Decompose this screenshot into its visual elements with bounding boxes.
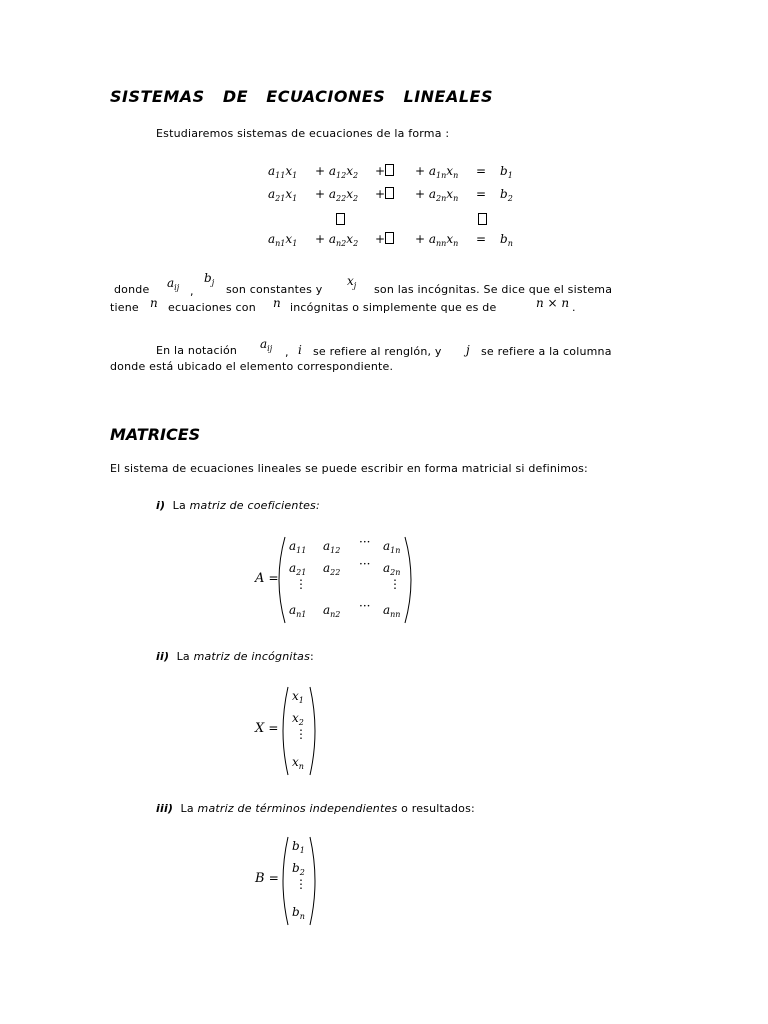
- para1-period: .: [572, 301, 576, 314]
- item-iii-tail: o resultados:: [401, 802, 475, 815]
- math-n-1: n: [150, 296, 158, 310]
- matrix-a: A = $a_{11}$ $a_{12}$ ··· $a_{1n}$ $a_{21}$ $a_{22}$ ··· $a_{2n}$ ⋮ ⋮ $a_{n1}$ $a_{n2}$ ··· $a_{nn}$: [255, 535, 425, 625]
- para1-text-ecuaciones: ecuaciones con: [168, 301, 256, 314]
- intro-text: Estudiaremos sistemas de ecuaciones de la forma :: [156, 127, 450, 140]
- equation-system: $a_{11}x_1$ + $a_{12}x_2$ + + $a_{1n}x_n$ = $b_1$ $a_{21}x_1$ + $a_{22}x_2$ + + $a_{2n}x_n$ = $b_2$ $a_{n1}x_1$ + $a_{n2}x_2$ + + $a_{nn}x_n$ = $b_n$: [268, 164, 513, 248]
- para1-text-tiene: tiene: [110, 301, 139, 314]
- item-iii-italic: matriz de términos independientes: [197, 802, 398, 815]
- para2-text-columna: se refiere a la columna: [481, 345, 612, 358]
- math-aij: $a_{ij}$: [167, 276, 180, 292]
- para1-comma: ,: [190, 285, 194, 298]
- item-i-num: i): [156, 499, 166, 512]
- para1-text-constantes: son constantes y: [226, 283, 323, 296]
- item-ii-tail: :: [310, 650, 314, 663]
- item-i: [156, 499, 320, 512]
- math-xj: $x_j$: [347, 274, 357, 290]
- item-i-italic: matriz de coeficientes:: [189, 499, 320, 512]
- item-ii-num: ii): [156, 650, 170, 663]
- para1-text-donde: donde: [114, 283, 150, 296]
- math-i: i: [298, 343, 302, 357]
- math-bj: $b_j$: [204, 271, 215, 287]
- item-iii-lead: La: [180, 802, 194, 815]
- para1-text-simplemente: incógnitas o simplemente que es de: [290, 301, 497, 314]
- math-aij-2: $a_{ij}$: [260, 337, 273, 353]
- section-title-matrices: MATRICES: [110, 425, 201, 444]
- section-title-sistemas: SISTEMAS DE ECUACIONES LINEALES: [110, 87, 493, 106]
- para2-text-notacion: En la notación: [156, 344, 238, 357]
- math-n-2: n: [273, 296, 281, 310]
- item-iii: [156, 802, 475, 815]
- para2-text-renglon: se refiere al renglón, y: [313, 345, 442, 358]
- item-ii-lead: La: [176, 650, 190, 663]
- item-i-lead: La: [172, 499, 186, 512]
- item-ii-italic: matriz de incógnitas: [193, 650, 311, 663]
- para1-text-incognitas: son las incógnitas. Se dice que el sistema: [374, 283, 613, 296]
- math-j: j: [466, 343, 470, 357]
- para2-text-donde: donde está ubicado el elemento correspondiente.: [110, 360, 394, 373]
- item-iii-num: iii): [156, 802, 174, 815]
- para2-comma: ,: [285, 346, 289, 359]
- matrix-x: X = $x_1$ $x_2$ ⋮ $x_n$: [255, 685, 325, 777]
- matrix-b: B = $b_1$ $b_2$ ⋮ $b_n$: [255, 835, 325, 927]
- item-ii: [156, 650, 314, 663]
- math-n-times-n: n × n: [536, 296, 570, 310]
- matrices-intro-text: El sistema de ecuaciones lineales se puede escribir en forma matricial si definimos:: [110, 462, 588, 475]
